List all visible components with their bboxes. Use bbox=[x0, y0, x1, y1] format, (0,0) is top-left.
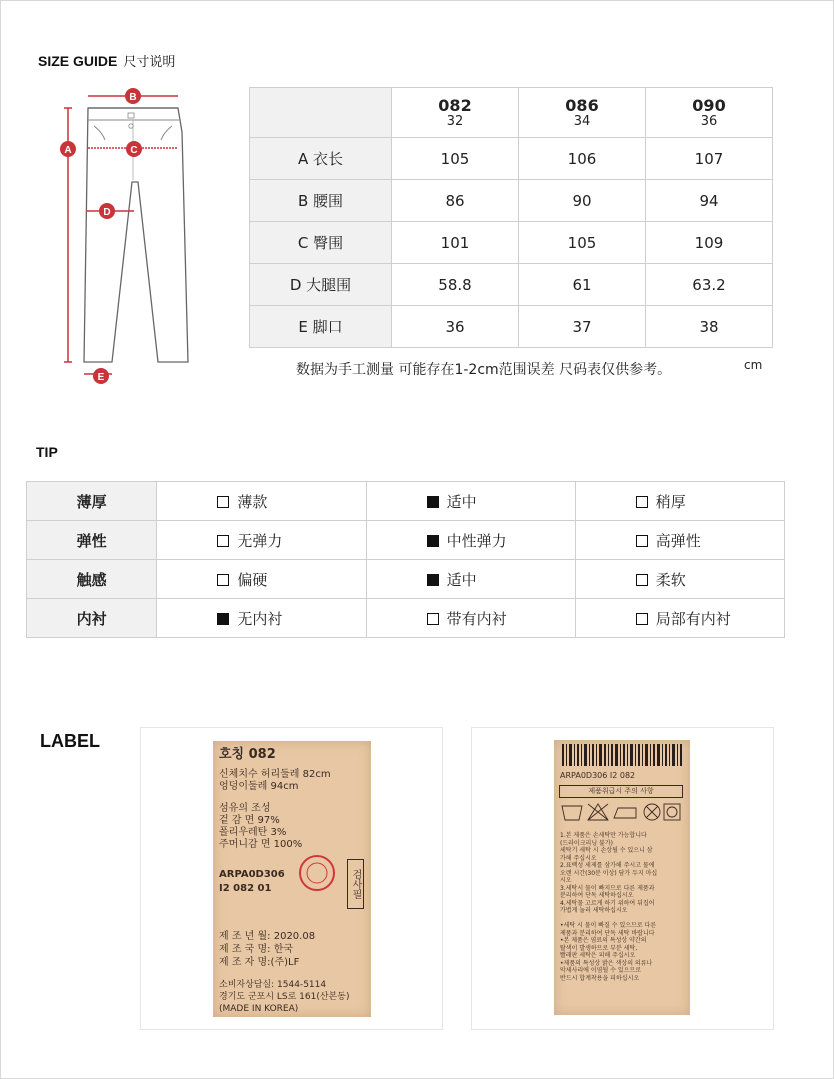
size-cell: 101 bbox=[392, 222, 519, 264]
size-num: 32 bbox=[446, 113, 464, 129]
tag-line: 반드시 합계착용을 피하십시오 bbox=[560, 974, 640, 982]
tag-line: 1.본 제품은 손세탁만 가능합니다 bbox=[560, 832, 647, 839]
tag-line: 세탁기 세탁 시 손상될 수 있으니 삼 bbox=[560, 847, 653, 854]
care-tag-1 bbox=[213, 741, 371, 1017]
tag-code: ARPA0D306 I2 082 bbox=[560, 771, 636, 780]
inspection-box: 검사필 bbox=[347, 859, 364, 909]
tip-option-label: 带有内衬 bbox=[446, 609, 507, 628]
size-row-e bbox=[250, 306, 773, 348]
tip-row-elasticity bbox=[27, 521, 785, 560]
tag-line: 제 조 년 월: 2020.08 bbox=[219, 931, 316, 942]
tip-option bbox=[366, 482, 575, 521]
size-cell: 94 bbox=[646, 180, 773, 222]
tip-option-label: 稍厚 bbox=[655, 492, 686, 511]
checkbox-checked-icon bbox=[217, 613, 229, 625]
tip-option-label: 偏硬 bbox=[237, 570, 268, 589]
tip-option-label: 适中 bbox=[446, 570, 477, 589]
size-cell: 109 bbox=[646, 222, 773, 264]
tag-line: 가볍게 눌러 세탁하십시오 bbox=[560, 907, 628, 914]
size-row-label: C 臀围 bbox=[250, 222, 392, 264]
tag-line: •세탁 시 물이 빠질 수 있으므로 다른 bbox=[560, 922, 657, 929]
size-row-b bbox=[250, 180, 773, 222]
tag-line: 섬유의 조성 bbox=[219, 803, 271, 814]
size-cell: 61 bbox=[519, 264, 646, 306]
tag-line: 빨래판 세탁은 피해 주십시오 bbox=[560, 952, 636, 959]
tip-option bbox=[157, 482, 366, 521]
checkbox-icon bbox=[636, 535, 648, 547]
tip-option-label: 薄款 bbox=[237, 492, 268, 511]
size-cell: 105 bbox=[392, 138, 519, 180]
size-row-label: E 脚口 bbox=[250, 306, 392, 348]
checkbox-checked-icon bbox=[427, 535, 439, 547]
tag-line: 4.세탁물 고르게 하기 위하여 뒤집어 bbox=[560, 899, 655, 907]
size-row-c bbox=[250, 222, 773, 264]
tip-row-thickness bbox=[27, 482, 785, 521]
tag-line: 가해 주십시오 bbox=[560, 854, 597, 862]
size-cell: 63.2 bbox=[646, 264, 773, 306]
tag-line: 제 조 국 명: 한국 bbox=[219, 944, 294, 955]
size-cell: 106 bbox=[519, 138, 646, 180]
pants-diagram bbox=[50, 80, 200, 390]
size-col-086 bbox=[519, 88, 646, 138]
size-row-label: B 腰围 bbox=[250, 180, 392, 222]
tip-option-label: 柔软 bbox=[655, 570, 686, 589]
marker-c-label: C bbox=[130, 145, 138, 156]
tip-row-label: 触感 bbox=[27, 560, 157, 599]
tip-option bbox=[575, 599, 784, 638]
size-code: 090 bbox=[692, 95, 726, 115]
size-unit: cm bbox=[744, 358, 763, 372]
tag-line: 주머니감 면 100% bbox=[219, 839, 303, 850]
tag-line: 엉덩이둘레 94cm bbox=[219, 781, 299, 792]
size-guide-title-cn: 尺寸说明 bbox=[123, 55, 176, 70]
tag-line: 폴리우레탄 3% bbox=[219, 827, 287, 838]
tip-option bbox=[157, 560, 366, 599]
marker-a-label: A bbox=[64, 145, 72, 156]
size-row-a bbox=[250, 138, 773, 180]
tip-title: TIP bbox=[36, 444, 58, 460]
size-col-082 bbox=[392, 88, 519, 138]
checkbox-checked-icon bbox=[427, 574, 439, 586]
tag-line: 시오 bbox=[560, 877, 572, 884]
tip-option-label: 无弹力 bbox=[237, 531, 283, 550]
tip-option bbox=[366, 599, 575, 638]
tip-row-label: 薄厚 bbox=[27, 482, 157, 521]
tag-line: •제품의 특성상 밝은 색상의 의류나 bbox=[560, 959, 653, 967]
size-num: 36 bbox=[700, 113, 718, 129]
tag-line: 경기도 군포시 LS로 161(산본동) bbox=[219, 992, 350, 1002]
tip-row-touch bbox=[27, 560, 785, 599]
size-cell: 86 bbox=[392, 180, 519, 222]
size-row-label: D 大腿围 bbox=[250, 264, 392, 306]
size-guide-title bbox=[38, 51, 175, 70]
size-table bbox=[249, 87, 773, 348]
checkbox-icon bbox=[217, 535, 229, 547]
size-col-090 bbox=[646, 88, 773, 138]
tip-option-label: 无内衬 bbox=[237, 609, 283, 628]
checkbox-icon bbox=[217, 496, 229, 508]
size-cell: 38 bbox=[646, 306, 773, 348]
label-photo-2 bbox=[471, 727, 774, 1030]
tag-line: •본 제품은 염료의 특성상 약간의 bbox=[560, 937, 647, 944]
tip-row-label: 弹性 bbox=[27, 521, 157, 560]
tip-table bbox=[26, 481, 785, 638]
tag-line: 3.세탁시 물이 빠지므로 다른 제품과 bbox=[560, 884, 655, 892]
size-num: 34 bbox=[573, 113, 591, 129]
label-title: LABEL bbox=[40, 731, 100, 751]
checkbox-checked-icon bbox=[427, 496, 439, 508]
checkbox-icon bbox=[427, 613, 439, 625]
tag-header: 제품취급시 주의 사항 bbox=[559, 785, 683, 798]
tag-line: 제 조 자 명:(주)LF bbox=[219, 957, 300, 968]
size-cell: 90 bbox=[519, 180, 646, 222]
checkbox-icon bbox=[217, 574, 229, 586]
care-symbols-icon bbox=[560, 800, 684, 830]
checkbox-icon bbox=[636, 574, 648, 586]
size-row-d bbox=[250, 264, 773, 306]
size-guide-title-en: SIZE GUIDE bbox=[38, 53, 118, 69]
barcode-icon bbox=[562, 744, 682, 766]
checkbox-icon bbox=[636, 613, 648, 625]
tag-line: 2.표백성 세제를 삼가해 주시고 물에 bbox=[560, 862, 655, 869]
tip-row-lining bbox=[27, 599, 785, 638]
tip-option bbox=[366, 521, 575, 560]
size-cell: 36 bbox=[392, 306, 519, 348]
tip-option bbox=[157, 521, 366, 560]
checkbox-icon bbox=[636, 496, 648, 508]
marker-b-label: B bbox=[129, 92, 137, 103]
size-table-corner bbox=[250, 88, 392, 138]
tag-line: I2 082 01 bbox=[219, 883, 272, 894]
tag-line: 겉 감 면 97% bbox=[219, 815, 280, 826]
size-code: 082 bbox=[438, 95, 472, 115]
tip-option-label: 中性弹力 bbox=[446, 531, 507, 550]
tag-line: 탈색이 발생하므로 부분 세탁, bbox=[560, 944, 638, 952]
tag-line: ARPA0D306 bbox=[219, 869, 285, 880]
size-row-label: A 衣长 bbox=[250, 138, 392, 180]
size-code: 086 bbox=[565, 95, 599, 115]
inspection-stamp-icon bbox=[297, 853, 337, 893]
marker-e-label: E bbox=[97, 372, 105, 383]
tip-option bbox=[366, 560, 575, 599]
size-table-header bbox=[250, 88, 773, 138]
care-tag-2 bbox=[554, 740, 690, 1015]
size-cell: 58.8 bbox=[392, 264, 519, 306]
label-photo-1 bbox=[140, 727, 443, 1030]
size-cell: 107 bbox=[646, 138, 773, 180]
tip-option-label: 局部有内衬 bbox=[655, 609, 731, 628]
tag-line: 소비자상담실: 1544-5114 bbox=[219, 980, 327, 990]
tag-size-line: 호칭 082 bbox=[219, 747, 276, 762]
tag-line: 제품과 분리하여 단독 세탁 바랍니다 bbox=[560, 929, 655, 937]
tip-option bbox=[157, 599, 366, 638]
tag-line: 악세사리에 이염될 수 있으므로 bbox=[560, 967, 642, 974]
tip-option-label: 高弹性 bbox=[655, 531, 701, 550]
tip-option bbox=[575, 521, 784, 560]
size-cell: 105 bbox=[519, 222, 646, 264]
tag-line: (MADE IN KOREA) bbox=[219, 1004, 299, 1014]
tag-line: 분리하여 단독 세탁하십시오 bbox=[560, 892, 634, 899]
tag-line: 오랜 시간(30분 이상) 담가 두지 마십 bbox=[560, 869, 658, 877]
size-cell: 37 bbox=[519, 306, 646, 348]
size-note: 数据为手工测量 可能存在1-2cm范围误差 尺码表仅供参考。 bbox=[296, 362, 672, 378]
tag-line: (드라이크리닝 불가) bbox=[560, 839, 613, 847]
tip-option-label: 适中 bbox=[446, 492, 477, 511]
marker-d-label: D bbox=[103, 207, 111, 218]
tip-row-label: 内衬 bbox=[27, 599, 157, 638]
tag-line: 신체치수 허리둘레 82cm bbox=[219, 769, 331, 780]
tip-option bbox=[575, 482, 784, 521]
tip-option bbox=[575, 560, 784, 599]
